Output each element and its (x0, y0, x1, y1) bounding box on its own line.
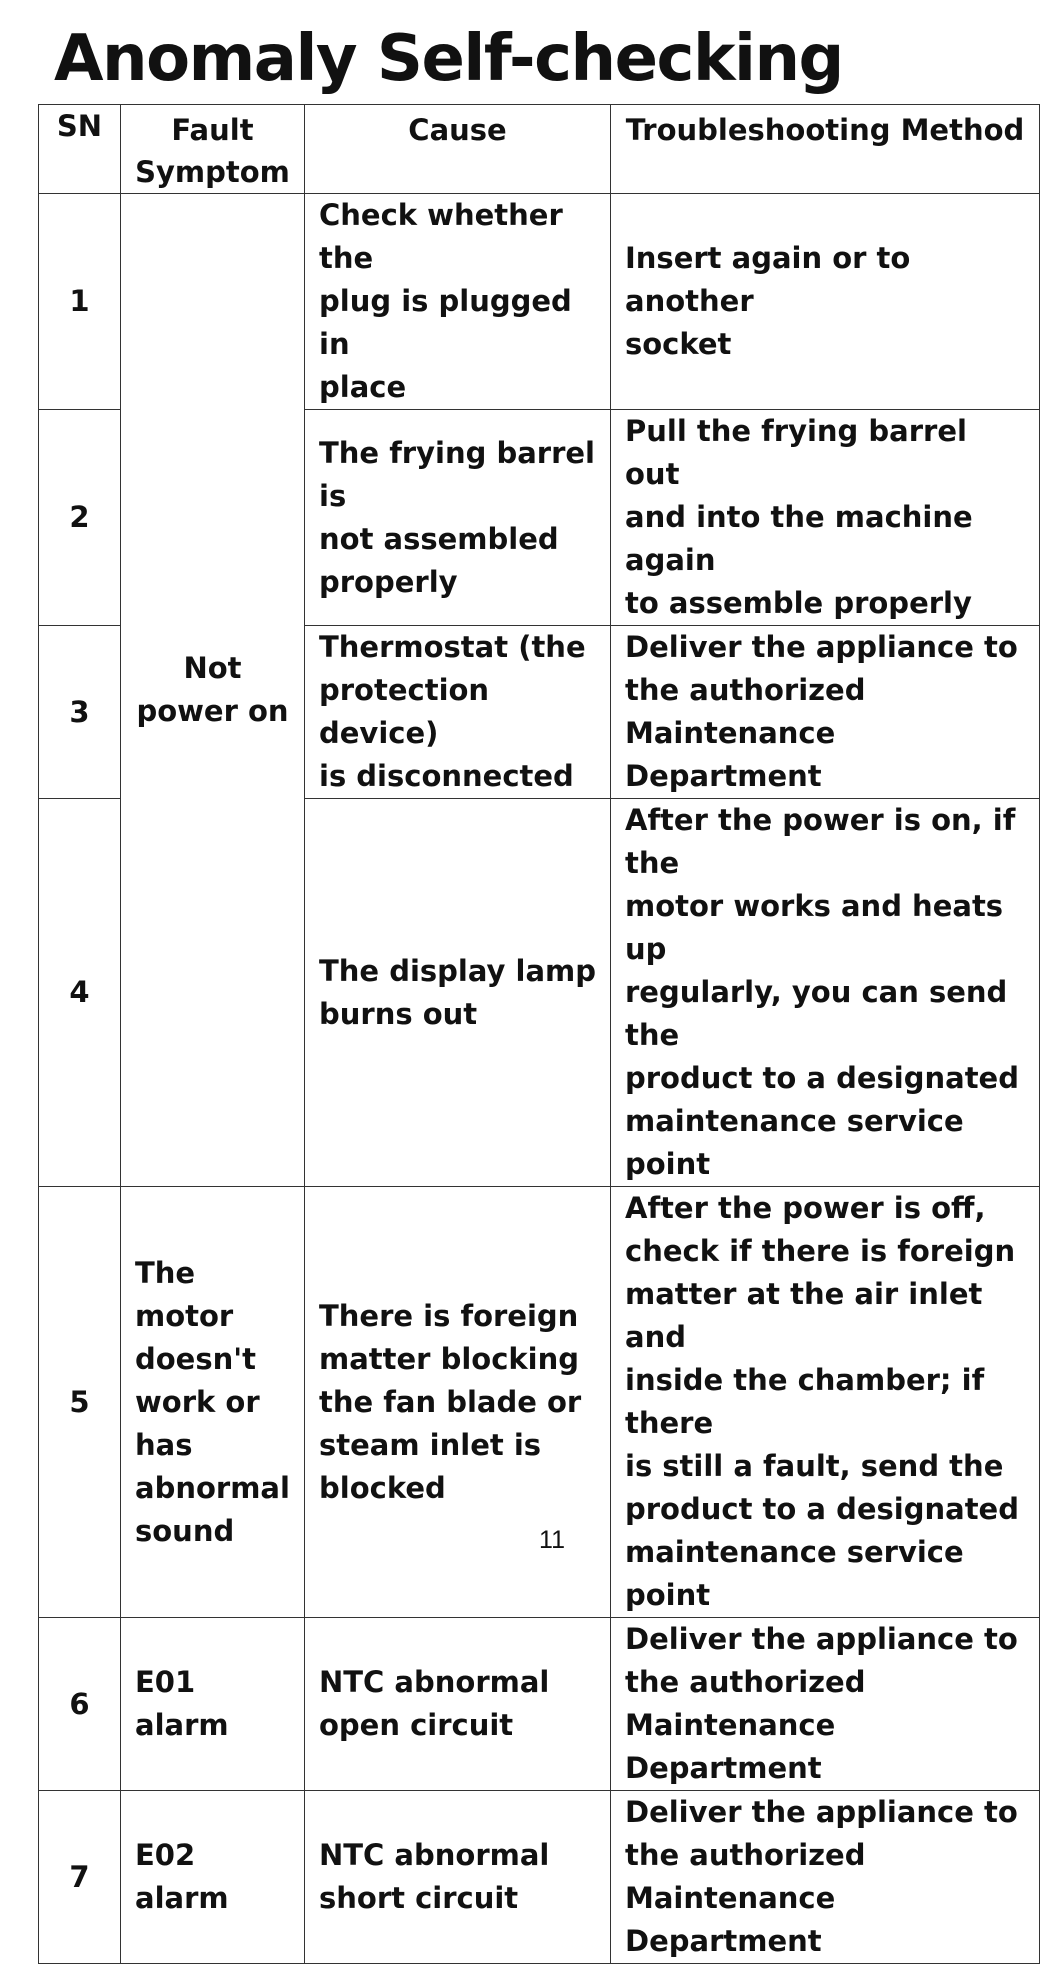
row-method (611, 799, 1040, 1187)
method-line: Pull the frying barrel out (625, 414, 967, 491)
symptom-line: The motor (135, 1255, 234, 1333)
method-line: the authorized (625, 1838, 866, 1872)
row-method (611, 194, 1040, 410)
header-fault-line2: Symptom (135, 155, 290, 189)
cause-line: properly (319, 564, 458, 599)
method-line: maintenance service point (625, 1104, 964, 1181)
header-cause: Cause (305, 105, 611, 194)
method-line: product to a designated (625, 1061, 1019, 1095)
method-line: Maintenance Department (625, 1708, 836, 1785)
header-fault-symptom (121, 105, 305, 194)
row-sn: 3 (39, 626, 121, 799)
row-sn: 2 (39, 410, 121, 626)
method-line: inside the chamber; if there (625, 1363, 985, 1440)
row-sn: 7 (39, 1791, 121, 1964)
cause-line: open circuit (319, 1708, 514, 1742)
method-line: After the power is on, if the (625, 803, 1016, 880)
method-line: Maintenance Department (625, 1881, 836, 1958)
method-line: the authorized (625, 673, 866, 707)
method-line: matter at the air inlet and (625, 1277, 983, 1354)
row-cause (305, 1618, 611, 1791)
header-fault-line1: Fault (171, 113, 254, 147)
method-line: Deliver the appliance to (625, 1795, 1018, 1829)
cause-line: Check whether the (319, 198, 563, 275)
symptom-line: power on (136, 694, 289, 728)
cause-line: The frying barrel is (319, 435, 595, 513)
table-row (39, 1791, 1040, 1964)
table-row (39, 194, 1040, 410)
header-sn: SN (39, 105, 121, 194)
symptom-line: Not (183, 651, 242, 685)
symptom-line: sound (135, 1513, 235, 1548)
row-method (611, 1791, 1040, 1964)
method-line: and into the machine again (625, 500, 973, 577)
symptom-line: abnormal (135, 1470, 290, 1505)
cause-line: not assembled (319, 521, 559, 556)
row-cause (305, 1791, 611, 1964)
cause-line: Thermostat (the (319, 630, 586, 664)
row-cause (305, 626, 611, 799)
row-cause (305, 410, 611, 626)
symptom-line: doesn't (135, 1341, 256, 1376)
method-line: to assemble properly (625, 586, 972, 620)
row-sn: 5 (39, 1187, 121, 1618)
symptom-line: work or (135, 1384, 260, 1419)
cause-line: The display lamp (319, 953, 597, 988)
method-line: product to a designated (625, 1492, 1019, 1526)
method-line: Deliver the appliance to (625, 630, 1018, 664)
method-line: socket (625, 327, 732, 361)
row-symptom-shared (121, 194, 305, 1187)
method-line: is still a fault, send the (625, 1449, 1004, 1483)
cause-line: NTC abnormal (319, 1665, 550, 1699)
cause-line: the fan blade or (319, 1384, 582, 1419)
anomaly-table (38, 104, 1040, 1964)
row-sn: 6 (39, 1618, 121, 1791)
page-title: Anomaly Self-checking (54, 22, 843, 96)
method-line: Deliver the appliance to (625, 1622, 1018, 1656)
cause-line: short circuit (319, 1881, 519, 1915)
cause-line: steam inlet is (319, 1427, 542, 1462)
cause-line: There is foreign (319, 1298, 579, 1333)
row-sn: 4 (39, 799, 121, 1187)
method-line: check if there is foreign (625, 1234, 1016, 1268)
method-line: Insert again or to another (625, 241, 911, 318)
table-header-row (39, 105, 1040, 194)
method-line: motor works and heats up (625, 889, 1004, 966)
row-method (611, 410, 1040, 626)
method-line: regularly, you can send the (625, 975, 1008, 1052)
cause-line: plug is plugged in (319, 284, 572, 361)
page-number: 11 (539, 1526, 565, 1554)
method-line: Maintenance Department (625, 716, 836, 793)
cause-line: NTC abnormal (319, 1838, 550, 1872)
row-cause (305, 799, 611, 1187)
cause-line: place (319, 370, 407, 404)
method-line: maintenance service point (625, 1535, 964, 1612)
cause-line: protection device) (319, 673, 490, 750)
table-row (39, 1618, 1040, 1791)
cause-line: burns out (319, 996, 478, 1031)
cause-line: matter blocking (319, 1341, 580, 1376)
cause-line: is disconnected (319, 759, 574, 793)
symptom-line: has (135, 1427, 193, 1462)
row-method (611, 1618, 1040, 1791)
row-symptom: E02 alarm (121, 1791, 305, 1964)
method-line: After the power is off, (625, 1191, 986, 1225)
cause-line: blocked (319, 1470, 446, 1505)
method-line: the authorized (625, 1665, 866, 1699)
header-method: Troubleshooting Method (611, 105, 1040, 194)
row-symptom: E01 alarm (121, 1618, 305, 1791)
row-sn: 1 (39, 194, 121, 410)
row-method (611, 626, 1040, 799)
row-cause (305, 194, 611, 410)
